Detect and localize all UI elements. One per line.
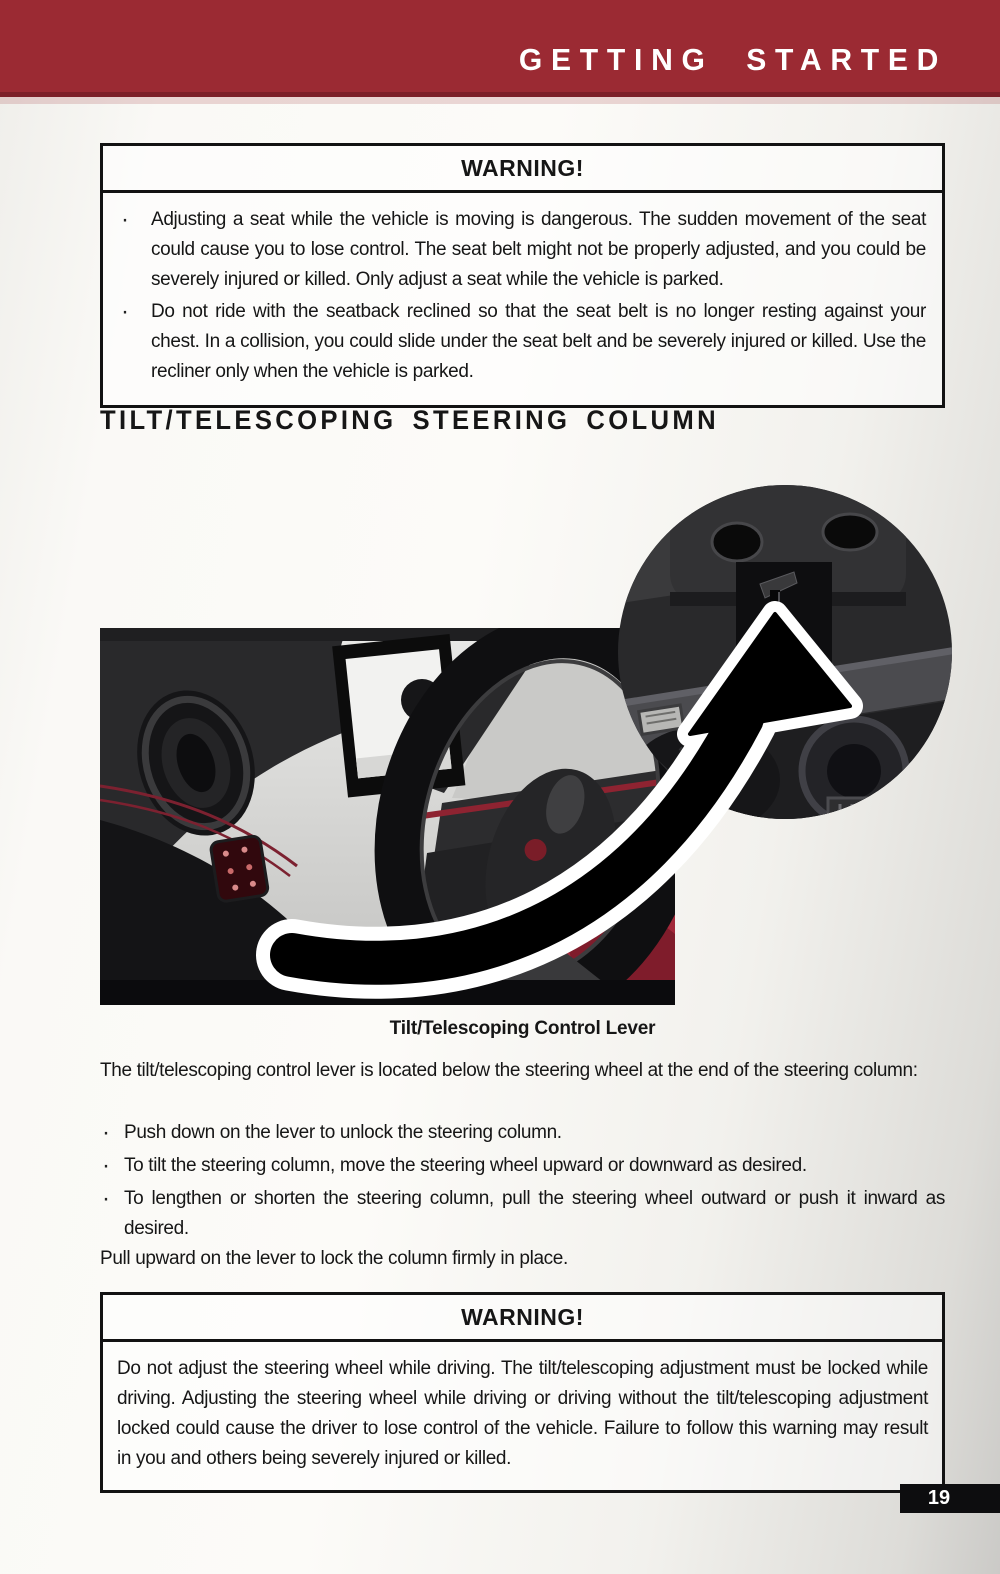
interior-photo xyxy=(92,468,952,1013)
door-switch-panel xyxy=(210,835,269,902)
warning-bullet-item xyxy=(115,205,926,295)
bullet-icon: · xyxy=(102,1152,110,1179)
closing-paragraph: Pull upward on the lever to lock the column firmly in place. xyxy=(100,1248,568,1269)
instruction-list xyxy=(100,1118,945,1247)
list-item-text: Push down on the lever to unlock the steering column. xyxy=(124,1122,562,1143)
page-header xyxy=(0,0,1000,97)
bullet-icon: · xyxy=(121,206,129,233)
bullet-icon: · xyxy=(102,1119,110,1146)
page-title: GETTING STARTED xyxy=(518,42,947,77)
figure-steering-column xyxy=(92,468,952,1013)
list-item-text: To tilt the steering column, move the steering wheel upward or downward as desired. xyxy=(124,1155,807,1176)
bullet-icon: · xyxy=(121,298,129,325)
warning-title: WARNING! xyxy=(103,1295,942,1342)
warning-text: Do not adjust the steering wheel while driving. The tilt/telescoping adjustment must be locked while driving. Adjusting the steering wheel while driving or driving without the tilt/telescoping adjustment locked could cause the driver to lose control of the vehicle. Failure to follow this warning may result in you and others being severely injured or killed. xyxy=(117,1358,928,1469)
warning-bullet-text: Adjusting a seat while the vehicle is moving is dangerous. The sudden movement of the seat could cause you to lose control. The seat belt might not be properly adjusted, and you could be severely injured or killed. Only adjust a seat while the vehicle is parked. xyxy=(151,209,926,290)
warning-bullet-text: Do not ride with the seatback reclined so that the seat belt is no longer resting against your chest. In a collision, you could slide under the seat belt and be severely injured or killed. Use the recliner only when the vehicle is parked. xyxy=(151,301,926,382)
bullet-icon: · xyxy=(102,1185,110,1212)
list-item-text: To lengthen or shorten the steering column, pull the steering wheel outward or push it inward as desired. xyxy=(124,1188,945,1239)
list-item xyxy=(100,1151,945,1181)
intro-paragraph: The tilt/telescoping control lever is located below the steering wheel at the end of the steering column: xyxy=(100,1060,918,1081)
section-heading: TILT/TELESCOPING STEERING COLUMN xyxy=(100,405,719,435)
warning-bullet-item xyxy=(115,297,926,387)
warning-title: WARNING! xyxy=(103,146,942,193)
page-number-badge xyxy=(900,1484,1000,1513)
list-item xyxy=(100,1184,945,1244)
warning-box-steering-adjust xyxy=(100,1292,945,1493)
warning-body xyxy=(103,193,942,405)
page-number: 19 xyxy=(927,1487,951,1509)
warning-box-seat-adjust xyxy=(100,143,945,408)
list-item xyxy=(100,1118,945,1148)
figure-caption: Tilt/Telescoping Control Lever xyxy=(389,1018,656,1039)
